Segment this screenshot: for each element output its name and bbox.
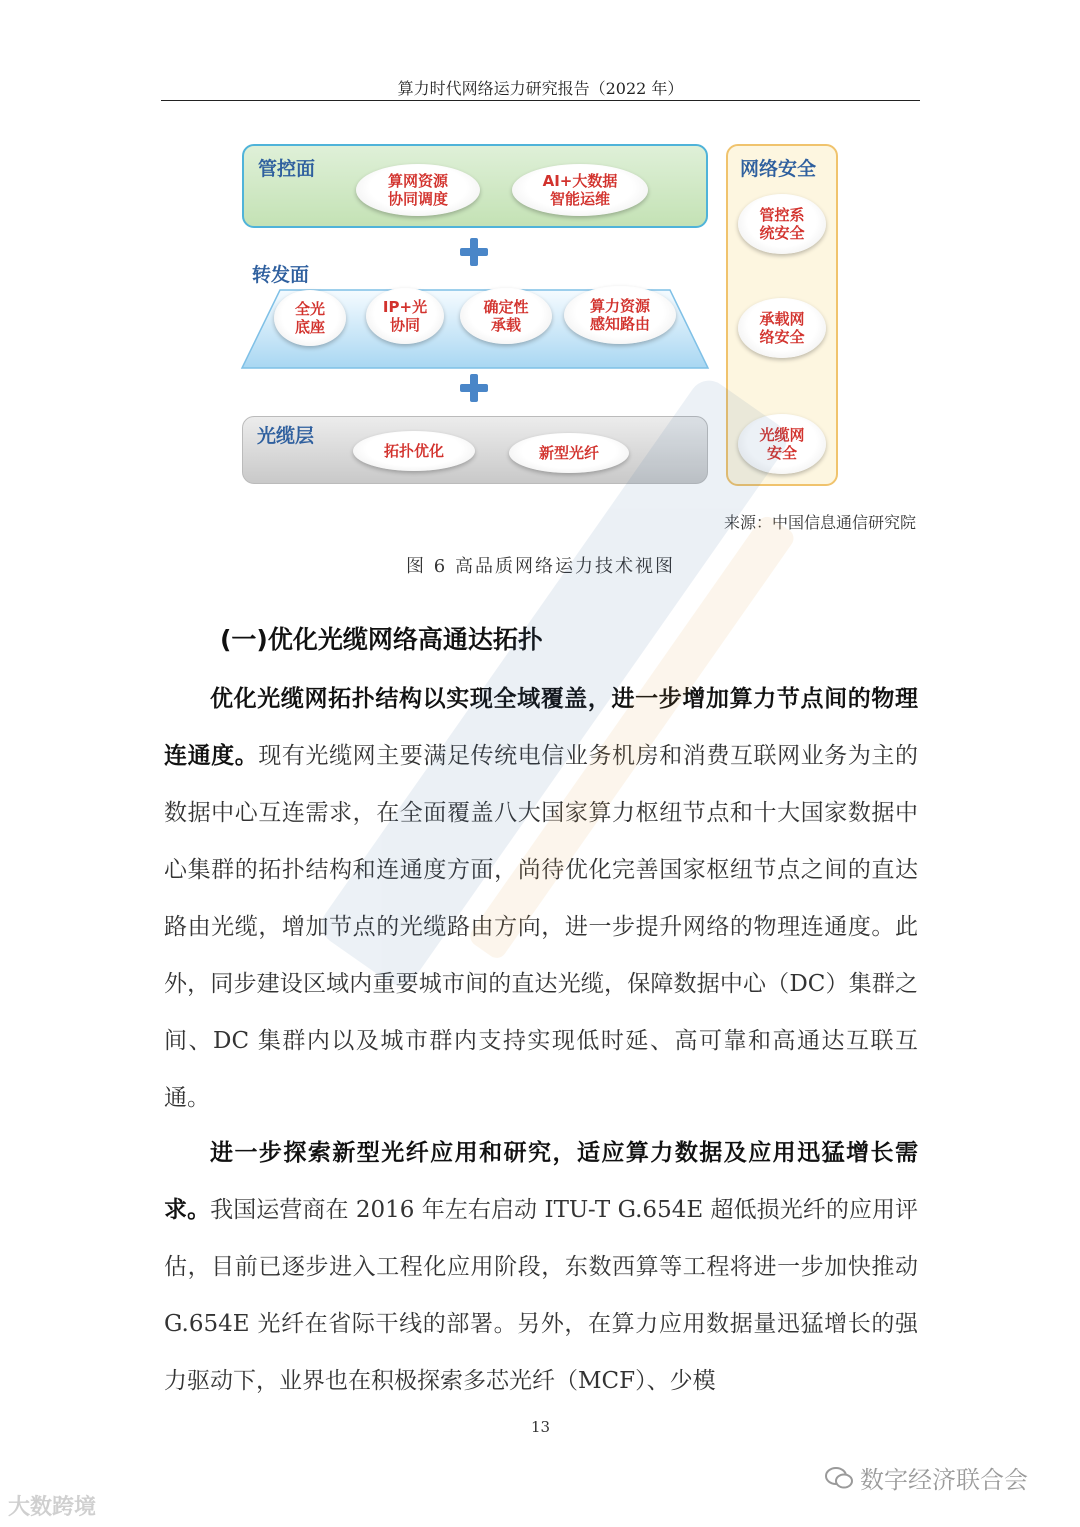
cable-layer-panel <box>242 416 708 484</box>
security-item-2-line-1: 承载网 <box>759 310 805 328</box>
security-item-2 <box>738 298 826 358</box>
forward-item-3-line-1: 确定性 <box>483 298 529 316</box>
plus-icon <box>460 374 488 402</box>
security-item-3-line-2: 安全 <box>766 444 797 462</box>
plus-icon <box>460 238 488 266</box>
security-item-2-line-2: 络安全 <box>759 328 805 346</box>
forward-item-1-line-2: 底座 <box>294 318 325 336</box>
paragraph <box>164 1125 918 1410</box>
forward-item-1 <box>274 290 346 346</box>
security-item-1-line-2: 统安全 <box>759 224 805 242</box>
forward-item-3-line-2: 承载 <box>490 316 521 334</box>
mgmt-plane-title: 管控面 <box>258 158 316 180</box>
forward-item-2 <box>366 288 444 344</box>
watermark-right <box>824 1460 1028 1495</box>
paragraph-body: 我国运营商在 2016 年左右启动 ITU-T G.654E 超低损光纤的应用评估，目前已逐步进入工程化应用阶段，东数西算等工程将进一步加快推动 G.654E 光纤在省际干线的部署。另外，在算力应用数据量迅猛增长的强力驱动下，业界也在积极探索多芯光纤（MCF）、少模 <box>164 1197 919 1394</box>
forward-item-4-line-2: 感知路由 <box>589 315 650 333</box>
security-item-1 <box>738 194 826 254</box>
mgmt-item-2 <box>512 164 648 216</box>
forward-item-2-line-2: 协同 <box>389 316 420 334</box>
paragraph <box>164 671 918 1127</box>
forward-item-3 <box>460 288 552 344</box>
wechat-icon <box>824 1465 854 1491</box>
security-item-1-line-1: 管控系 <box>759 206 805 224</box>
cable-item-2: 新型光纤 <box>509 433 629 473</box>
paragraph-lead: 优化光缆网拓扑结构以实现全域覆盖，进一步增加算力节点间的物理连通度。 <box>164 686 918 769</box>
mgmt-item-2-line-2: 智能运维 <box>549 190 610 208</box>
forward-item-4 <box>564 286 676 344</box>
figure-caption: 图 6 高品质网络运力技术视图 <box>406 556 675 577</box>
forward-item-2-line-1: IP+光 <box>382 298 428 316</box>
page-number: 13 <box>530 1418 551 1436</box>
figure-source: 来源：中国信息通信研究院 <box>723 513 916 532</box>
paragraph-lead: 进一步探索新型光纤应用和研究，适应算力数据及应用迅猛增长需求。 <box>164 1140 918 1223</box>
watermark-left: 大数跨境 <box>8 1495 97 1520</box>
mgmt-plane-panel <box>242 144 708 228</box>
mgmt-item-1 <box>356 164 480 216</box>
mgmt-item-1-line-1: 算网资源 <box>387 172 448 190</box>
forward-item-4-line-1: 算力资源 <box>589 297 650 315</box>
mgmt-item-1-line-2: 协同调度 <box>387 190 448 208</box>
security-panel <box>726 144 838 486</box>
security-item-3-line-1: 光缆网 <box>759 426 805 444</box>
cable-layer-title: 光缆层 <box>257 425 315 447</box>
security-title: 网络安全 <box>740 158 817 180</box>
mgmt-item-2-line-1: AI+大数据 <box>542 172 618 190</box>
cable-item-1: 拓扑优化 <box>353 431 475 471</box>
security-item-3 <box>738 414 826 474</box>
running-header: 算力时代网络运力研究报告（2022 年） <box>397 79 684 98</box>
forward-plane-title: 转发面 <box>252 264 310 286</box>
watermark-right-text: 数字经济联合会 <box>860 1466 1028 1494</box>
section-title: (一)优化光缆网络高通达拓扑 <box>220 625 543 654</box>
forward-item-1-line-1: 全光 <box>294 300 325 318</box>
paragraph-body: 现有光缆网主要满足传统电信业务机房和消费互联网业务为主的数据中心互连需求，在全面覆盖八大国家算力枢纽节点和十大国家数据中心集群的拓扑结构和连通度方面，尚待优化完善国家枢纽节点之间的直达路由光缆，增加节点的光缆路由方向，进一步提升网络的物理连通度。此外，同步建设区域内重要城市间的直达光缆，保障数据中心（DC）集群之间、DC 集群内以及城市群内支持实现低时延、高可靠和高通达互联互通。 <box>164 743 919 1111</box>
network-capacity-diagram <box>240 140 842 490</box>
header-rule <box>161 100 920 101</box>
